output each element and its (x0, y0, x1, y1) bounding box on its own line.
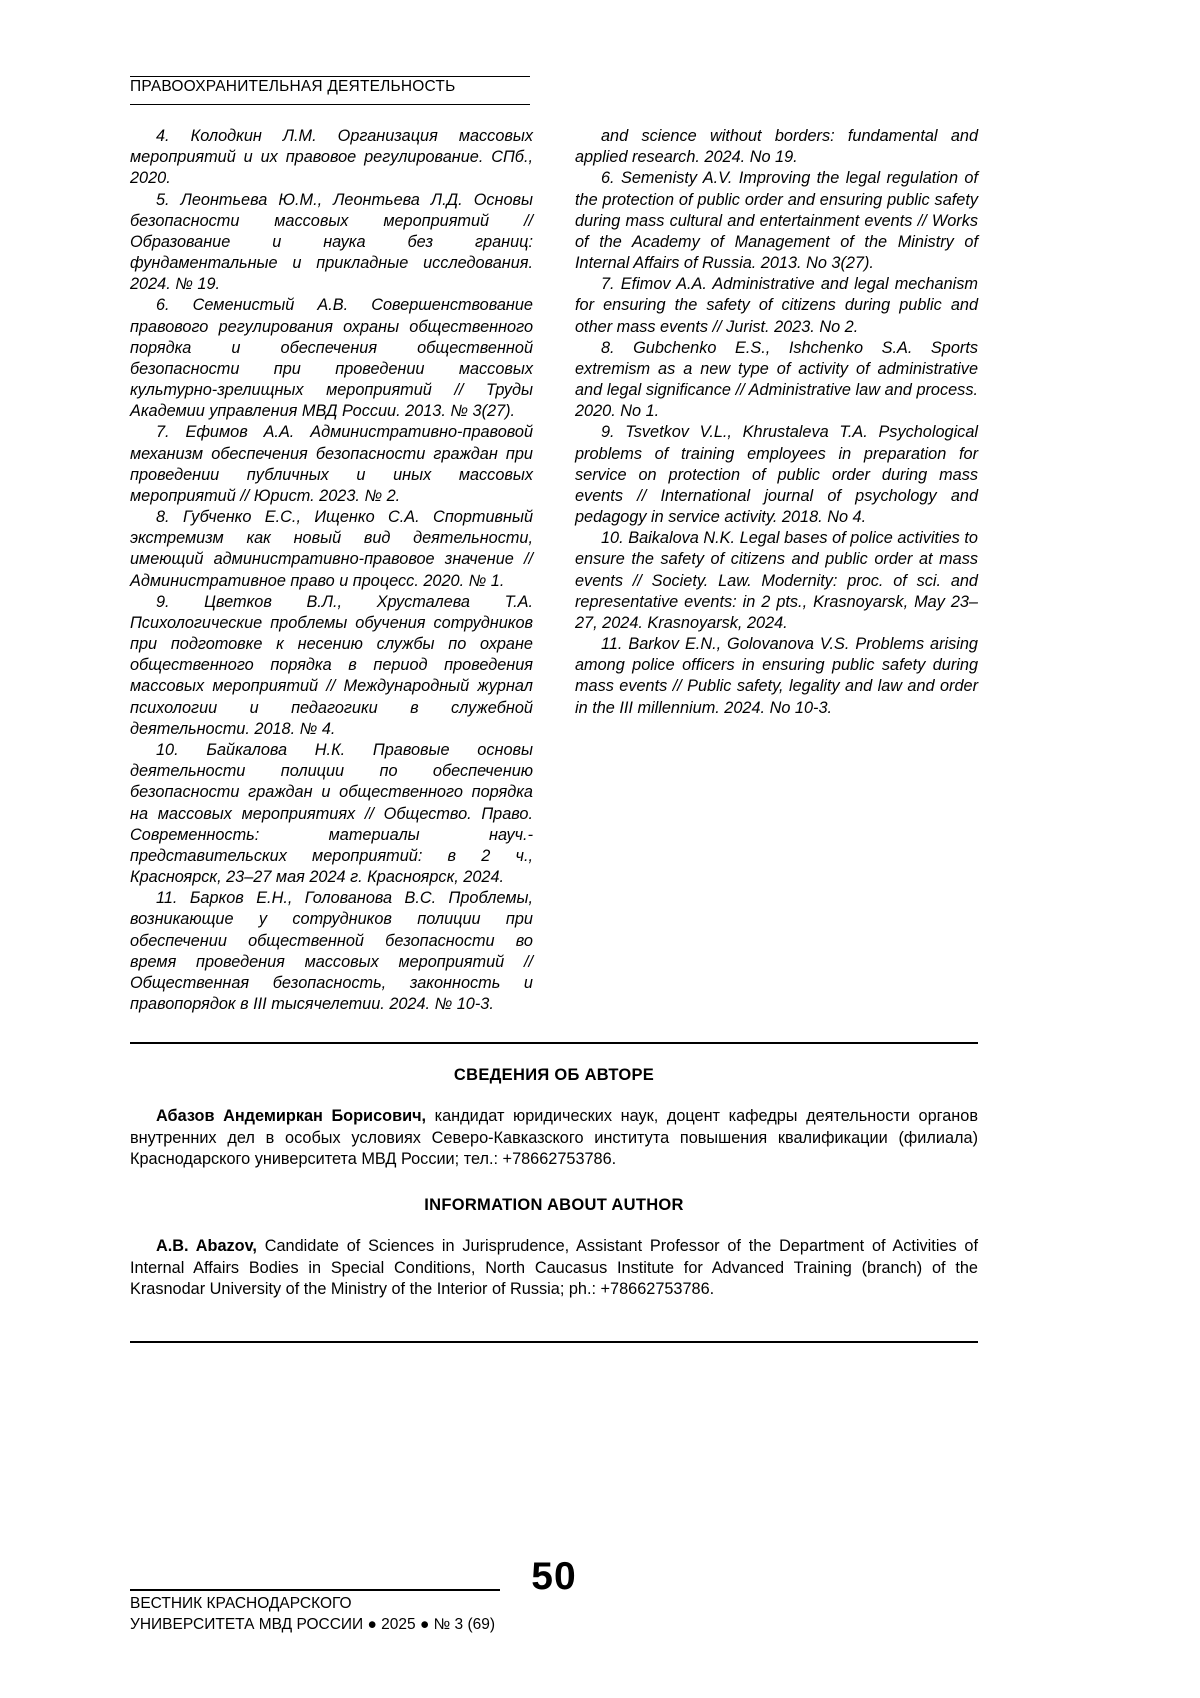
author-info-paragraph-en (130, 1236, 978, 1301)
reference-item: 10. Байкалова Н.К. Правовые основы деятельности полиции по обеспечению безопасности граждан и общественного порядка на массовых мероприятиях // Общество. Право. Современность: материалы науч.-представительских мероприятий: в 2 ч., Красноярск, 23–27 мая 2024 г. Красноярск, 2024. (130, 740, 533, 887)
reference-item: 8. Губченко Е.С., Ищенко С.А. Спортивный экстремизм как новый вид деятельности, имеющий административно-правовое значение // Административное право и процесс. 2020. № 1. (130, 508, 533, 590)
reference-item: 6. Semenisty A.V. Improving the legal regulation of the protection of public order and ensuring public safety during mass cultural and entertainment events // Works of the Academy of Management of the Ministry of Internal Affairs of Russia. 2013. No 3(27). (575, 169, 978, 273)
section-divider-top (130, 1042, 978, 1044)
footer-journal-info (130, 1594, 730, 1636)
section-divider-bottom (130, 1341, 978, 1343)
reference-item: 6. Семенистый А.В. Совершенствование правового регулирования охраны общественного порядка и обеспечения общественной безопасности при проведении массовых культурно-зрелищных мероприятий // Труды Академии управления МВД России. 2013. № 3(27). (130, 296, 533, 421)
references-column-russian (130, 126, 533, 1015)
author-name-en: A.B. Abazov, (156, 1237, 257, 1255)
reference-item: 8. Gubchenko E.S., Ishchenko S.A. Sports extremism as a new type of activity of administrative and legal significance // Administrative law and process. 2020. No 1. (575, 338, 978, 421)
running-head-rule-top (130, 76, 530, 77)
reference-item-continued: and science without borders: fundamental and applied research. 2024. No 19. (575, 127, 978, 167)
author-details-ru: кандидат юридических наук, доцент кафедры деятельности органов внутренних дел в особых условиях Северо-Кавказского института повышения квалификации (филиала) Краснодарского университета МВД России; тел.: +78662753786. (130, 1107, 978, 1168)
author-info-title-ru: СВЕДЕНИЯ ОБ АВТОРЕ (453, 1066, 655, 1084)
reference-item: 11. Барков Е.Н., Голованова В.С. Проблемы, возникающие у сотрудников полиции при обеспечении общественной безопасности во время проведения массовых мероприятий // Общественная безопасность, законность и правопорядок в III тысячелетии. 2024. № 10-3. (130, 889, 533, 1014)
author-info-paragraph-ru (130, 1106, 978, 1171)
footer-line-2: УНИВЕРСИТЕТА МВД РОССИИ ● 2025 ● № 3 (69) (130, 1615, 496, 1633)
reference-item: 5. Леонтьева Ю.М., Леонтьева Л.Д. Основы безопасности массовых мероприятий // Образование и наука без границ: фундаментальные и прикладные исследования. 2024. № 19. (130, 190, 533, 294)
author-name-ru: Абазов Андемиркан Борисович, (156, 1107, 427, 1125)
author-info-title-en: INFORMATION ABOUT AUTHOR (424, 1196, 684, 1214)
reference-item: 9. Tsvetkov V.L., Khrustaleva T.A. Psychological problems of training employees in preparation for service on protection of public order during mass events // International journal of psychology and pedagogy in service activity. 2018. No 4. (575, 423, 978, 527)
running-head-rule-bottom (130, 104, 530, 105)
author-details-en: Candidate of Sciences in Jurisprudence, Assistant Professor of the Department of Activities of Internal Affairs Bodies in Special Conditions, North Caucasus Institute for Advanced Training (branch) of the Krasnodar University of the Ministry of the Interior of Russia; ph.: +78662753786. (130, 1237, 978, 1298)
page-number: 50 (531, 1555, 577, 1598)
footer-line-1: ВЕСТНИК КРАСНОДАРСКОГО (130, 1595, 352, 1612)
running-head: ПРАВООХРАНИТЕЛЬНАЯ ДЕЯТЕЛЬНОСТЬ (130, 78, 456, 95)
reference-item: 11. Barkov E.N., Golovanova V.S. Problems arising among police officers in ensuring public safety during mass events // Public safety, legality and law and order in the III millennium. 2024. No 10-3. (575, 635, 978, 717)
reference-item: 10. Baikalova N.K. Legal bases of police activities to ensure the safety of citizens and public order at mass events // Society. Law. Modernity: proc. of sci. and representative events: in 2 pts., Krasnoyarsk, May 23–27, 2024. Krasnoyarsk, 2024. (575, 529, 978, 632)
footer-rule (130, 1589, 500, 1591)
reference-item: 7. Ефимов А.А. Административно-правовой механизм обеспечения безопасности граждан при проведении публичных и иных массовых мероприятий // Юрист. 2023. № 2. (130, 423, 533, 505)
reference-columns (130, 126, 978, 1015)
references-column-english (575, 126, 978, 1015)
reference-item: 7. Efimov A.A. Administrative and legal mechanism for ensuring the safety of citizens during public and other mass events // Jurist. 2023. No 2. (575, 275, 978, 336)
reference-item: 4. Колодкин Л.М. Организация массовых мероприятий и их правовое регулирование. СПб., 2020. (130, 127, 533, 188)
reference-item: 9. Цветков В.Л., Хрусталева Т.А. Психологические проблемы обучения сотрудников при подготовке к несению службы по охране общественного порядка в период проведения массовых мероприятий // Международный журнал психологии и педагогики в служебной деятельности. 2018. № 4. (130, 592, 533, 738)
